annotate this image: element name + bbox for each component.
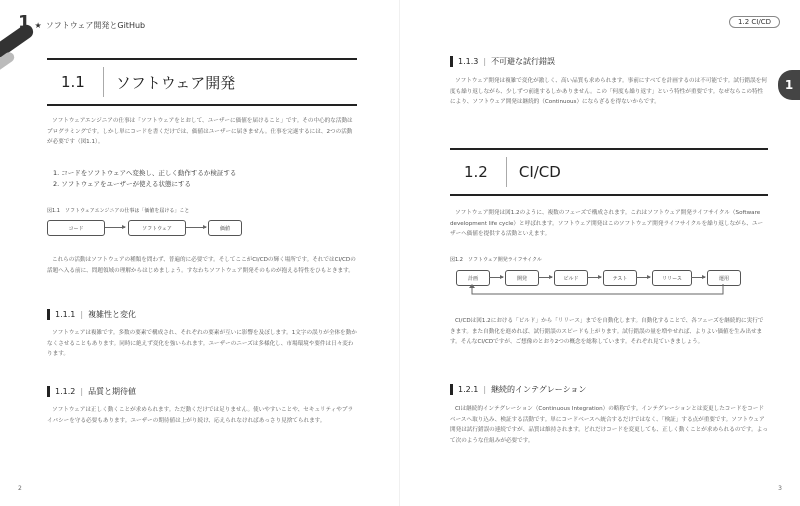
subsection-title: 不可避な試行錯誤 (491, 57, 556, 66)
section-heading-1-1 (47, 58, 357, 106)
subsection-heading-1-1-1: 1.1.1 | 複雑性と変化 (47, 309, 136, 320)
page-number-left: 2 (18, 485, 22, 492)
activity-list (53, 168, 353, 190)
subsection-title: 継続的インテグレーション (491, 385, 587, 394)
flow-box-code: コード (47, 220, 105, 236)
lifecycle-box-release: リリース (652, 270, 692, 286)
chapter-number: 1 (18, 12, 31, 33)
subsection-number: 1.1.1 (55, 310, 76, 319)
flow-box-software: ソフトウェア (128, 220, 186, 236)
subsection-1-1-2-paragraph: ソフトウェアは正しく動くことが求められます。ただ動くだけでは足りません。使いやすいことや、セキュリティやプライバシーを守る必要もあります。ユーザーの期待値は上がり続け、応えられなければあっさり見捨てられます。 (47, 407, 354, 424)
intro-paragraph: ソフトウェアエンジニアの仕事は「ソフトウェアをとおして、ユーザーに価値を届けること」です。その中心的な活動はプログラミングです。しかし単にコードを書くだけでは、価値はユーザーに届きません。仕事を完遂するには、2つの活動が必要です（図1.1）。 (47, 118, 353, 145)
arrow (105, 227, 125, 228)
arrow (186, 227, 206, 228)
lifecycle-box-test: テスト (603, 270, 637, 286)
lifecycle-loop-arrow (460, 284, 750, 300)
section-title: ソフトウェア開発 (115, 73, 236, 92)
running-header-left (18, 14, 145, 32)
subsection-1-2-1-paragraph: CIは継続的インテグレーション（Continuous Integration）の略称です。インテグレーションとは変更したコードをコードベースへ取り込み、検証する活動です。単にコードベースへ統合するだけではなく、「検証」する点が重要です。ソフトウェア開発は試行錯誤の連続ですが、品質は維持されます。どれだけコードを変更しても、正しく動くことが求められるのです。よって次のような仕組みが必要です。 (450, 406, 768, 444)
subsection-heading-1-2-1: 1.2.1 | 継続的インテグレーション (450, 384, 586, 395)
chapter-badge: 1 (778, 70, 800, 100)
subsection-1-1-1-paragraph: ソフトウェアは複雑です。多数の要素で構成され、それぞれの要素が互いに影響を及ぼします。1文字の誤りが全体を動かなくさせることもあります。同時に絶えず変化を強いられます。ユーザーのニーズは多様化し、市場環境や要件は日々変わります。 (47, 330, 357, 357)
paragraph-2: これらの活動はソフトウェアの種類を問わず、普遍的に必要です。そしてここがCI/CDの輝く場所です。それではCI/CDの話題へ入る前に、問題領域の理解からはじめましょう。すなわちソフトウェア開発そのものが抱える特性をひもときます。 (47, 257, 356, 274)
flow-box-value: 価値 (208, 220, 242, 236)
arrow (691, 277, 705, 278)
star-icon: ★ (34, 21, 42, 30)
subsection-title: 品質と期待値 (88, 387, 137, 396)
figure-1-2-caption: 図1.2 ソフトウェア開発ライフサイクル (450, 257, 542, 263)
list-item: 1. コードをソフトウェアへ変換し、正しく動作するか検証する (53, 169, 237, 177)
list-item: 2. ソフトウェアをユーザーが使える状態にする (53, 180, 192, 188)
subsection-title: 複雑性と変化 (88, 310, 137, 319)
arrow (636, 277, 650, 278)
section-1-2-paragraph-1: ソフトウェア開発は図1.2のように、複数のフェーズで構成されます。これはソフトウェア開発ライフサイクル（Software development life cycle）と呼ばれます。ソフトウェア開発はこのソフトウェア開発ライフサイクルを繰り返しながら、ユーザーへ価値を提供する活動といえます。 (450, 210, 764, 237)
subsection-heading-1-1-3: 1.1.3 | 不可避な試行錯誤 (450, 56, 555, 67)
subsection-number: 1.1.3 (458, 57, 479, 66)
section-heading-1-2 (450, 148, 768, 196)
lifecycle-box-build: ビルド (554, 270, 588, 286)
subsection-number: 1.2.1 (458, 385, 479, 394)
section-1-2-paragraph-2: CI/CDは図1.2における「ビルド」から「リリース」までを自動化します。自動化することで、各フェーズを継続的に実行できます。また自動化を進めれば、試行錯誤のスピードも上がります。試行錯誤の量を増やせれば、よりよい価値を生み出せます。そんなCI/CDですが、ご想像のとおり2つの概念を総称しています。それぞれ見ていきましょう。 (450, 318, 764, 345)
subsection-number: 1.1.2 (55, 387, 76, 396)
running-title-left: ソフトウェア開発とGitHub (45, 21, 146, 30)
figure-1-1-caption: 図1.1 ソフトウェアエンジニアの仕事は「価値を届ける」こと (47, 208, 190, 214)
section-number: 1.2 (450, 157, 507, 187)
lifecycle-box-operate: 運用 (707, 270, 741, 286)
subsection-heading-1-1-2: 1.1.2 | 品質と期待値 (47, 386, 136, 397)
page-number-right: 3 (778, 485, 782, 492)
section-title: CI/CD (518, 163, 561, 181)
lifecycle-box-develop: 開発 (505, 270, 539, 286)
arrow (489, 277, 503, 278)
arrow (538, 277, 552, 278)
section-number: 1.1 (47, 67, 104, 97)
lifecycle-box-plan: 計画 (456, 270, 490, 286)
subsection-1-1-3-paragraph: ソフトウェア開発は複雑で変化が激しく、高い品質も求められます。事前にすべてを計画するのは不可能です。試行錯誤を何度も繰り返しながら、少しずつ前進するしかありません。この「何度も繰り返す」という特性が重要です。なぜならこの特性により、ソフトウェア開発は継続的（Continuous）にならざるを得ないからです。 (450, 78, 767, 105)
right-page (400, 0, 800, 506)
running-header-right: 1.2 CI/CD (729, 16, 780, 28)
arrow (587, 277, 601, 278)
